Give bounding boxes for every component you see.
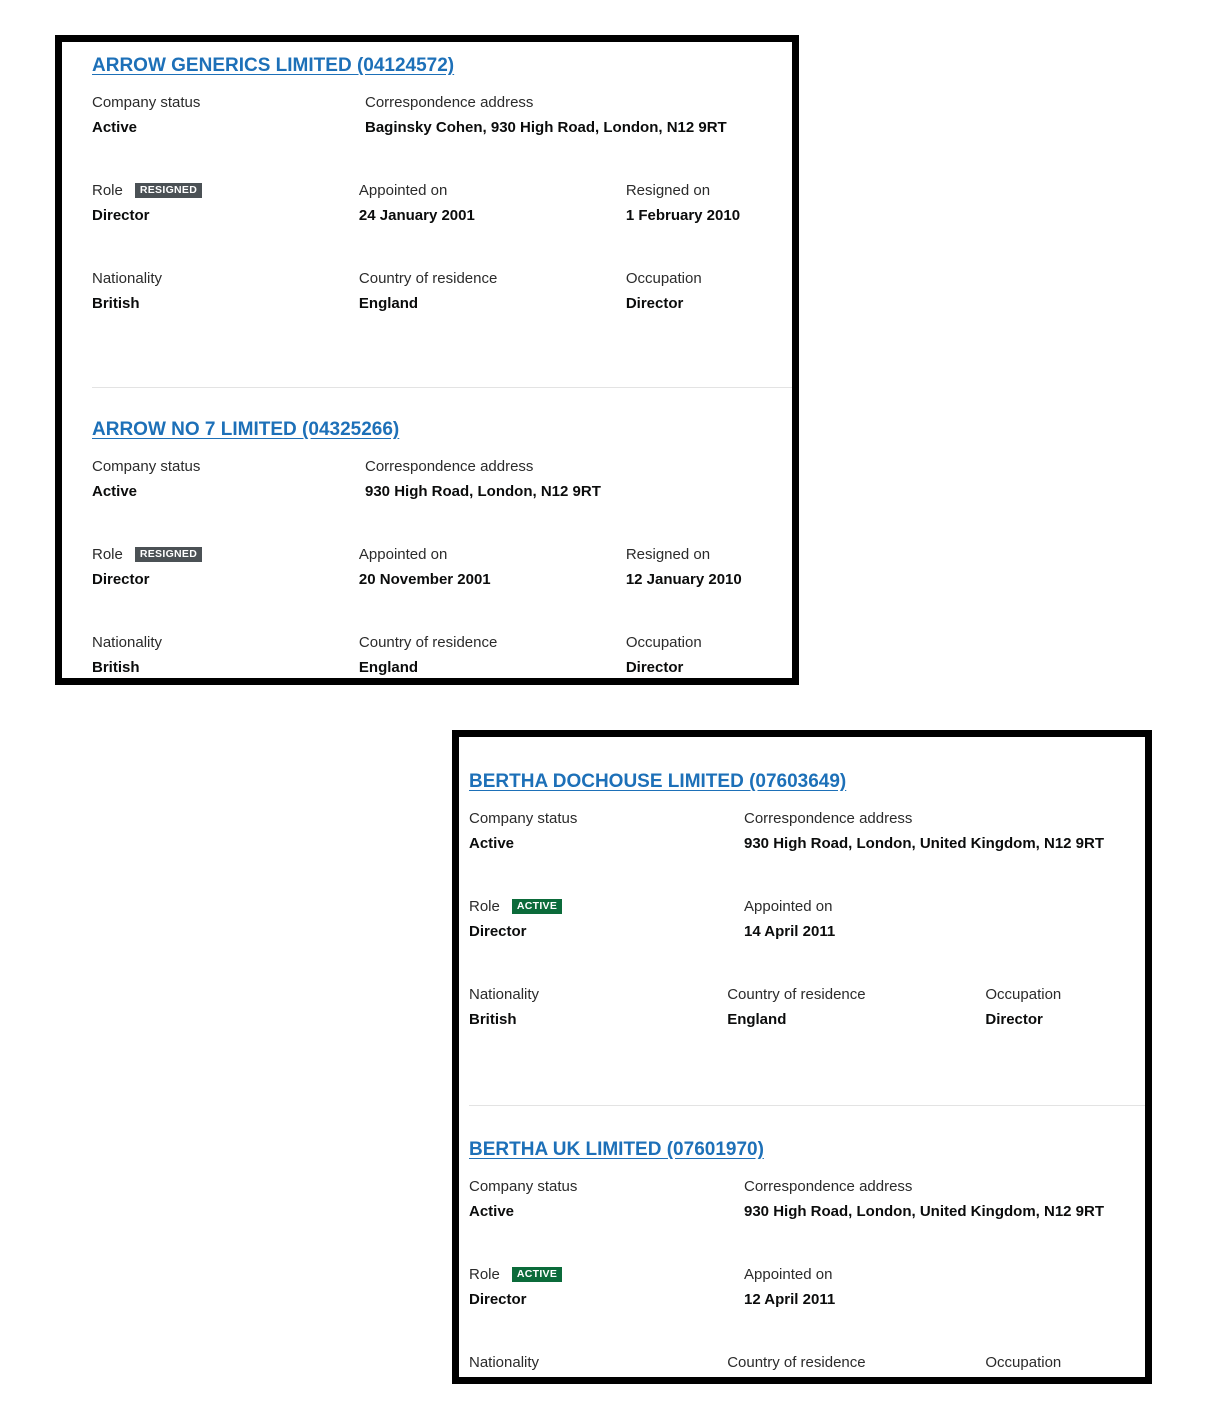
country-of-residence-label: Country of residence (358, 270, 498, 287)
resigned-on-field (626, 181, 792, 225)
role-value: Director (469, 923, 527, 940)
correspondence-address-field (744, 809, 1104, 853)
occupation-label: Occupation (625, 634, 702, 651)
correspondence-address-label: Correspondence address (365, 94, 534, 111)
active-status-badge: ACTIVE (512, 899, 562, 914)
nationality-field (92, 269, 359, 313)
occupation-value: Director (625, 659, 684, 676)
country-of-residence-value: England (358, 295, 419, 312)
appointed-on-field (744, 1265, 1019, 1309)
resigned-status-badge: RESIGNED (135, 183, 202, 198)
role-value: Director (92, 207, 150, 224)
role-field (469, 1265, 744, 1309)
appointment-record (459, 770, 1145, 1029)
appointed-on-label: Appointed on (744, 1266, 833, 1283)
correspondence-address-label: Correspondence address (744, 1178, 913, 1195)
nationality-label: Nationality (469, 986, 540, 1003)
appointed-on-value: 14 April 2011 (744, 923, 836, 940)
company-row (469, 1177, 1145, 1221)
role-field (92, 545, 359, 589)
country-of-residence-label: Country of residence (358, 634, 498, 651)
role-row (92, 181, 792, 225)
company-status-value: Active (469, 835, 515, 852)
nationality-field (92, 633, 359, 677)
resigned-on-value: 12 January 2010 (625, 571, 742, 588)
correspondence-address-value: 930 High Road, London, United Kingdom, N12 9RT (744, 835, 1105, 852)
role-value: Director (92, 571, 150, 588)
nationality-value: British (92, 295, 140, 312)
country-of-residence-field (727, 1353, 985, 1372)
record-divider (92, 387, 792, 388)
company-status-value: Active (92, 483, 138, 500)
appointed-on-label: Appointed on (358, 182, 448, 199)
occupation-value: Director (625, 295, 684, 312)
personal-row (92, 269, 792, 313)
nationality-value: British (469, 1011, 517, 1028)
appointment-record (459, 1138, 1145, 1372)
role-row (469, 897, 1145, 941)
correspondence-address-label: Correspondence address (744, 810, 913, 827)
appointments-panel-2 (452, 730, 1152, 1384)
nationality-field (469, 985, 727, 1029)
correspondence-address-value: 930 High Road, London, N12 9RT (365, 483, 601, 500)
role-label: Role (92, 546, 123, 563)
country-of-residence-field (727, 985, 985, 1029)
active-status-badge: ACTIVE (512, 1267, 562, 1282)
country-of-residence-value: England (358, 659, 419, 676)
company-link[interactable]: ARROW GENERICS LIMITED (04124572) (92, 55, 455, 76)
country-of-residence-field (359, 633, 626, 677)
company-link[interactable]: ARROW NO 7 LIMITED (04325266) (92, 419, 400, 440)
nationality-label: Nationality (469, 1354, 540, 1371)
correspondence-address-field (744, 1177, 1104, 1221)
company-status-field (469, 1177, 744, 1221)
nationality-label: Nationality (92, 270, 163, 287)
correspondence-address-value: Baginsky Cohen, 930 High Road, London, N12 9RT (365, 119, 727, 136)
appointed-on-label: Appointed on (744, 898, 833, 915)
correspondence-address-value: 930 High Road, London, United Kingdom, N12 9RT (744, 1203, 1105, 1220)
company-status-value: Active (469, 1203, 515, 1220)
company-status-label: Company status (469, 810, 578, 827)
personal-row (469, 1353, 1145, 1372)
appointed-on-field (744, 897, 1019, 941)
role-label: Role (469, 1266, 500, 1283)
occupation-label: Occupation (985, 986, 1062, 1003)
company-status-label: Company status (92, 94, 201, 111)
appointment-record (62, 418, 792, 677)
country-of-residence-value: England (727, 1011, 787, 1028)
nationality-value: British (92, 659, 140, 676)
resigned-on-label: Resigned on (625, 182, 711, 199)
role-field (92, 181, 359, 225)
occupation-label: Occupation (985, 1354, 1062, 1371)
role-field (469, 897, 744, 941)
country-of-residence-field (359, 269, 626, 313)
appointed-on-label: Appointed on (358, 546, 448, 563)
personal-row (469, 985, 1145, 1029)
occupation-value: Director (985, 1011, 1043, 1028)
nationality-label: Nationality (92, 634, 163, 651)
company-status-field (92, 93, 365, 137)
company-status-label: Company status (92, 458, 201, 475)
occupation-label: Occupation (625, 270, 702, 287)
company-status-value: Active (92, 119, 138, 136)
occupation-field (985, 1353, 1145, 1372)
appointed-on-value: 20 November 2001 (358, 571, 491, 588)
appointed-on-field (359, 181, 626, 225)
appointed-on-value: 24 January 2001 (358, 207, 475, 224)
appointed-on-field (359, 545, 626, 589)
correspondence-address-label: Correspondence address (365, 458, 534, 475)
role-label: Role (92, 182, 123, 199)
company-link[interactable]: BERTHA UK LIMITED (07601970) (469, 1139, 764, 1160)
country-of-residence-label: Country of residence (727, 1354, 866, 1371)
role-label: Role (469, 898, 500, 915)
company-status-field (92, 457, 365, 501)
appointment-record (62, 54, 792, 313)
role-row (92, 545, 792, 589)
appointments-panel-1 (55, 35, 799, 685)
resigned-on-field (626, 545, 792, 589)
resigned-status-badge: RESIGNED (135, 547, 202, 562)
company-status-field (469, 809, 744, 853)
country-of-residence-label: Country of residence (727, 986, 866, 1003)
occupation-field (626, 269, 792, 313)
resigned-on-label: Resigned on (625, 546, 711, 563)
personal-row (92, 633, 792, 677)
role-row (469, 1265, 1145, 1309)
company-row (92, 93, 792, 137)
correspondence-address-field (365, 93, 727, 137)
company-status-label: Company status (469, 1178, 578, 1195)
resigned-on-value: 1 February 2010 (625, 207, 741, 224)
appointed-on-value: 12 April 2011 (744, 1291, 836, 1308)
company-row (92, 457, 792, 501)
nationality-field (469, 1353, 727, 1372)
company-row (469, 809, 1145, 853)
occupation-field (626, 633, 792, 677)
occupation-field (985, 985, 1145, 1029)
correspondence-address-field (365, 457, 601, 501)
record-divider (469, 1105, 1145, 1106)
role-value: Director (469, 1291, 527, 1308)
company-link[interactable]: BERTHA DOCHOUSE LIMITED (07603649) (469, 771, 847, 792)
